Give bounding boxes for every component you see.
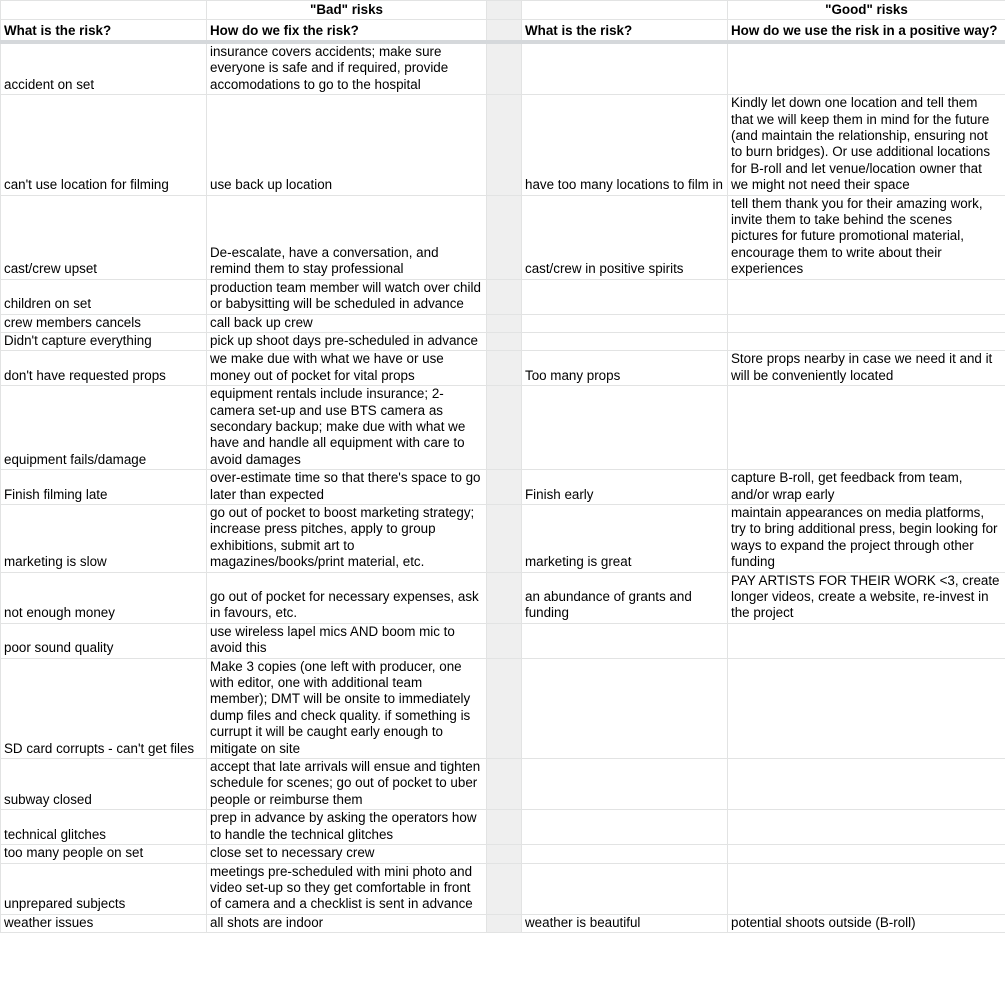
bad-fix-cell[interactable]: we make due with what we have or use money out of pocket for vital props xyxy=(207,351,487,386)
gap-column-cell[interactable] xyxy=(487,386,522,470)
good-risk-cell[interactable]: an abundance of grants and funding xyxy=(522,572,728,623)
good-use-cell[interactable] xyxy=(728,314,1005,332)
good-use-cell[interactable] xyxy=(728,759,1005,810)
table-row xyxy=(1,914,1005,932)
gap-column-cell[interactable] xyxy=(487,504,522,572)
bad-risk-cell[interactable]: cast/crew upset xyxy=(1,195,207,279)
bad-fix-cell[interactable]: over-estimate time so that there's space to go later than expected xyxy=(207,470,487,505)
good-use-cell[interactable] xyxy=(728,863,1005,914)
bad-risk-cell[interactable]: subway closed xyxy=(1,759,207,810)
table-row xyxy=(1,572,1005,623)
bad-risk-cell[interactable]: too many people on set xyxy=(1,845,207,863)
gap-column-cell[interactable] xyxy=(487,810,522,845)
blank-cell[interactable] xyxy=(522,1,728,20)
good-risk-cell[interactable]: weather is beautiful xyxy=(522,914,728,932)
bad-fix-cell[interactable]: use back up location xyxy=(207,95,487,195)
good-use-cell[interactable] xyxy=(728,279,1005,314)
gap-column-cell[interactable] xyxy=(487,279,522,314)
table-row xyxy=(1,623,1005,658)
gap-column-cell[interactable] xyxy=(487,42,522,95)
good-use-cell[interactable] xyxy=(728,810,1005,845)
good-use-cell[interactable]: Store props nearby in case we need it and it will be conveniently located xyxy=(728,351,1005,386)
blank-cell[interactable] xyxy=(1,1,207,20)
bad-fix-cell[interactable]: go out of pocket to boost marketing strategy; increase press pitches, apply to group exhibitions, submit art to magazines/books/print material, etc. xyxy=(207,504,487,572)
bad-risk-cell[interactable]: accident on set xyxy=(1,42,207,95)
good-use-cell[interactable]: potential shoots outside (B-roll) xyxy=(728,914,1005,932)
good-use-cell[interactable] xyxy=(728,42,1005,95)
bad-risk-cell[interactable]: technical glitches xyxy=(1,810,207,845)
good-risk-cell[interactable] xyxy=(522,279,728,314)
bad-fix-header[interactable]: How do we fix the risk? xyxy=(207,20,487,43)
gap-column-cell[interactable] xyxy=(487,759,522,810)
good-use-cell[interactable] xyxy=(728,386,1005,470)
table-row xyxy=(1,470,1005,505)
bad-fix-cell[interactable]: equipment rentals include insurance; 2-camera set-up and use BTS camera as secondary backup; make due with what we have and handle all equipment with care to avoid damages xyxy=(207,386,487,470)
bad-fix-cell[interactable]: meetings pre-scheduled with mini photo and video set-up so they get comfortable in front of camera and a checklist is sent in advance xyxy=(207,863,487,914)
bad-risk-cell[interactable]: can't use location for filming xyxy=(1,95,207,195)
table-row xyxy=(1,351,1005,386)
gap-column-cell[interactable] xyxy=(487,658,522,758)
bad-risk-cell[interactable]: marketing is slow xyxy=(1,504,207,572)
bad-fix-cell[interactable]: insurance covers accidents; make sure everyone is safe and if required, provide accomodations to go to the hospital xyxy=(207,42,487,95)
bad-risk-cell[interactable]: equipment fails/damage xyxy=(1,386,207,470)
good-risk-cell[interactable] xyxy=(522,845,728,863)
table-row xyxy=(1,95,1005,195)
bad-fix-cell[interactable]: go out of pocket for necessary expenses, ask in favours, etc. xyxy=(207,572,487,623)
good-risk-header[interactable]: What is the risk? xyxy=(522,20,728,43)
bad-fix-cell[interactable]: prep in advance by asking the operators how to handle the technical glitches xyxy=(207,810,487,845)
good-use-cell[interactable]: Kindly let down one location and tell them that we will keep them in mind for the future (and maintain the relationship, ensuring not to burn bridges). Or use additional locations for B-roll and let venue/location owner that we might not need their space xyxy=(728,95,1005,195)
gap-column-cell[interactable] xyxy=(487,20,522,43)
bad-fix-cell[interactable]: use wireless lapel mics AND boom mic to avoid this xyxy=(207,623,487,658)
section-title-row xyxy=(1,1,1005,20)
bad-risk-cell[interactable]: crew members cancels xyxy=(1,314,207,332)
gap-column-cell[interactable] xyxy=(487,95,522,195)
gap-column-cell[interactable] xyxy=(487,845,522,863)
bad-risk-cell[interactable]: unprepared subjects xyxy=(1,863,207,914)
table-row xyxy=(1,759,1005,810)
table-row xyxy=(1,863,1005,914)
good-use-cell[interactable]: capture B-roll, get feedback from team, and/or wrap early xyxy=(728,470,1005,505)
gap-column-cell[interactable] xyxy=(487,351,522,386)
good-risk-cell[interactable] xyxy=(522,658,728,758)
good-risk-cell[interactable]: have too many locations to film in xyxy=(522,95,728,195)
table-row xyxy=(1,386,1005,470)
bad-fix-cell[interactable]: pick up shoot days pre-scheduled in advance xyxy=(207,332,487,350)
table-row xyxy=(1,42,1005,95)
risk-rows xyxy=(1,42,1005,933)
good-risk-cell[interactable] xyxy=(522,623,728,658)
gap-column-cell[interactable] xyxy=(487,572,522,623)
gap-column-cell[interactable] xyxy=(487,623,522,658)
bad-risk-cell[interactable]: Finish filming late xyxy=(1,470,207,505)
bad-risk-header[interactable]: What is the risk? xyxy=(1,20,207,43)
table-row xyxy=(1,658,1005,758)
bad-fix-cell[interactable]: call back up crew xyxy=(207,314,487,332)
good-use-header[interactable]: How do we use the risk in a positive way? xyxy=(728,20,1005,43)
good-risk-cell[interactable] xyxy=(522,810,728,845)
good-risk-cell[interactable]: Finish early xyxy=(522,470,728,505)
gap-column-cell[interactable] xyxy=(487,470,522,505)
good-risk-cell[interactable] xyxy=(522,759,728,810)
good-risk-cell[interactable] xyxy=(522,314,728,332)
bad-fix-cell[interactable]: production team member will watch over child or babysitting will be scheduled in advance xyxy=(207,279,487,314)
good-risk-cell[interactable] xyxy=(522,863,728,914)
good-use-cell[interactable] xyxy=(728,845,1005,863)
table-row xyxy=(1,332,1005,350)
gap-column-cell[interactable] xyxy=(487,332,522,350)
bad-fix-cell[interactable]: De-escalate, have a conversation, and remind them to stay professional xyxy=(207,195,487,279)
bad-risk-cell[interactable]: not enough money xyxy=(1,572,207,623)
good-use-cell[interactable] xyxy=(728,332,1005,350)
gap-column-cell[interactable] xyxy=(487,195,522,279)
table-row xyxy=(1,314,1005,332)
good-risk-cell[interactable] xyxy=(522,332,728,350)
good-risks-title[interactable]: "Good" risks xyxy=(728,1,1005,20)
bad-fix-cell[interactable]: accept that late arrivals will ensue and tighten schedule for scenes; go out of pocket to uber people or reimburse them xyxy=(207,759,487,810)
table-row xyxy=(1,810,1005,845)
gap-column-cell[interactable] xyxy=(487,914,522,932)
table-row xyxy=(1,279,1005,314)
table-row xyxy=(1,195,1005,279)
gap-column-cell[interactable] xyxy=(487,1,522,20)
bad-fix-cell[interactable]: all shots are indoor xyxy=(207,914,487,932)
gap-column-cell[interactable] xyxy=(487,314,522,332)
good-use-cell[interactable]: PAY ARTISTS FOR THEIR WORK <3, create longer videos, create a website, re-invest in the project xyxy=(728,572,1005,623)
good-use-cell[interactable]: tell them thank you for their amazing work, invite them to take behind the scenes pictures for future promotional material, encourage them to write about their experiences xyxy=(728,195,1005,279)
good-risk-cell[interactable] xyxy=(522,386,728,470)
bad-fix-cell[interactable]: Make 3 copies (one left with producer, one with editor, one with additional team member); DMT will be onsite to immediately dump files and check quality. if something is currupt it will be caught early enough to mitigate on site xyxy=(207,658,487,758)
bad-risk-cell[interactable]: poor sound quality xyxy=(1,623,207,658)
table-row xyxy=(1,845,1005,863)
bad-risk-cell[interactable]: don't have requested props xyxy=(1,351,207,386)
good-risk-cell[interactable] xyxy=(522,42,728,95)
bad-fix-cell[interactable]: close set to necessary crew xyxy=(207,845,487,863)
table-row xyxy=(1,504,1005,572)
good-use-cell[interactable]: maintain appearances on media platforms, try to bring additional press, begin looking for ways to expand the project through other funding xyxy=(728,504,1005,572)
good-use-cell[interactable] xyxy=(728,658,1005,758)
bad-risks-title[interactable]: "Bad" risks xyxy=(207,1,487,20)
gap-column-cell[interactable] xyxy=(487,863,522,914)
column-header-row xyxy=(1,20,1005,43)
bad-risk-cell[interactable]: weather issues xyxy=(1,914,207,932)
bad-risk-cell[interactable]: Didn't capture everything xyxy=(1,332,207,350)
good-risk-cell[interactable]: cast/crew in positive spirits xyxy=(522,195,728,279)
good-risk-cell[interactable]: marketing is great xyxy=(522,504,728,572)
good-risk-cell[interactable]: Too many props xyxy=(522,351,728,386)
bad-risk-cell[interactable]: SD card corrupts - can't get files xyxy=(1,658,207,758)
bad-risk-cell[interactable]: children on set xyxy=(1,279,207,314)
good-use-cell[interactable] xyxy=(728,623,1005,658)
